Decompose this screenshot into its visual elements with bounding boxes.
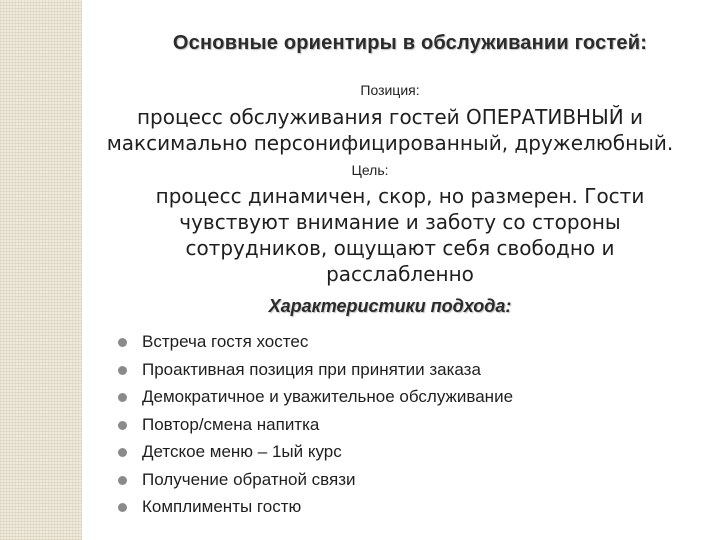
list-item	[118, 440, 678, 468]
position-text	[90, 104, 690, 156]
goal-text	[140, 183, 660, 287]
goal-label: Цель:	[351, 162, 389, 178]
position-text-line: процесс обслуживания гостей ОПЕРАТИВНЫЙ и	[136, 105, 644, 129]
list-item-text: Демократичное и уважительное обслуживание	[142, 387, 514, 406]
list-item	[118, 495, 678, 523]
goal-text-line: процесс динамичен, скор, но размерен. Гости	[155, 184, 645, 208]
list-item-text: Комплименты гостю	[142, 497, 302, 516]
list-item	[118, 330, 678, 358]
goal-text-line: чувствуют внимание и заботу со стороны	[179, 210, 621, 234]
list-item-text: Встреча гостя хостес	[142, 332, 309, 351]
bullet-dot-icon	[118, 366, 127, 375]
decorative-side-strip	[0, 0, 82, 540]
goal-text-line: сотрудников, ощущают себя свободно и	[185, 236, 615, 260]
list-item	[118, 413, 678, 441]
list-item-text: Детское меню – 1ый курс	[142, 442, 342, 461]
bullet-dot-icon	[118, 448, 127, 457]
bullet-dot-icon	[118, 476, 127, 485]
slide-title: Основные ориентиры в обслуживании гостей:	[172, 32, 648, 54]
list-item	[118, 385, 678, 413]
list-item-text: Повтор/смена напитка	[142, 414, 320, 434]
approach-bullet-list	[118, 330, 678, 523]
list-item-text: Получение обратной связи	[142, 469, 356, 489]
approach-title: Характеристики подхода:	[268, 296, 512, 316]
bullet-dot-icon	[118, 503, 127, 512]
position-text-line: максимально персонифицированный, дружелюбный.	[106, 131, 674, 155]
bullet-dot-icon	[118, 421, 127, 430]
bullet-dot-icon	[118, 338, 127, 347]
list-item-text: Проактивная позиция при принятии заказа	[142, 359, 481, 379]
position-label: Позиция:	[360, 82, 420, 98]
list-item	[118, 358, 678, 386]
goal-text-line: расслабленно	[326, 262, 474, 286]
list-item	[118, 468, 678, 496]
bullet-dot-icon	[118, 393, 127, 402]
